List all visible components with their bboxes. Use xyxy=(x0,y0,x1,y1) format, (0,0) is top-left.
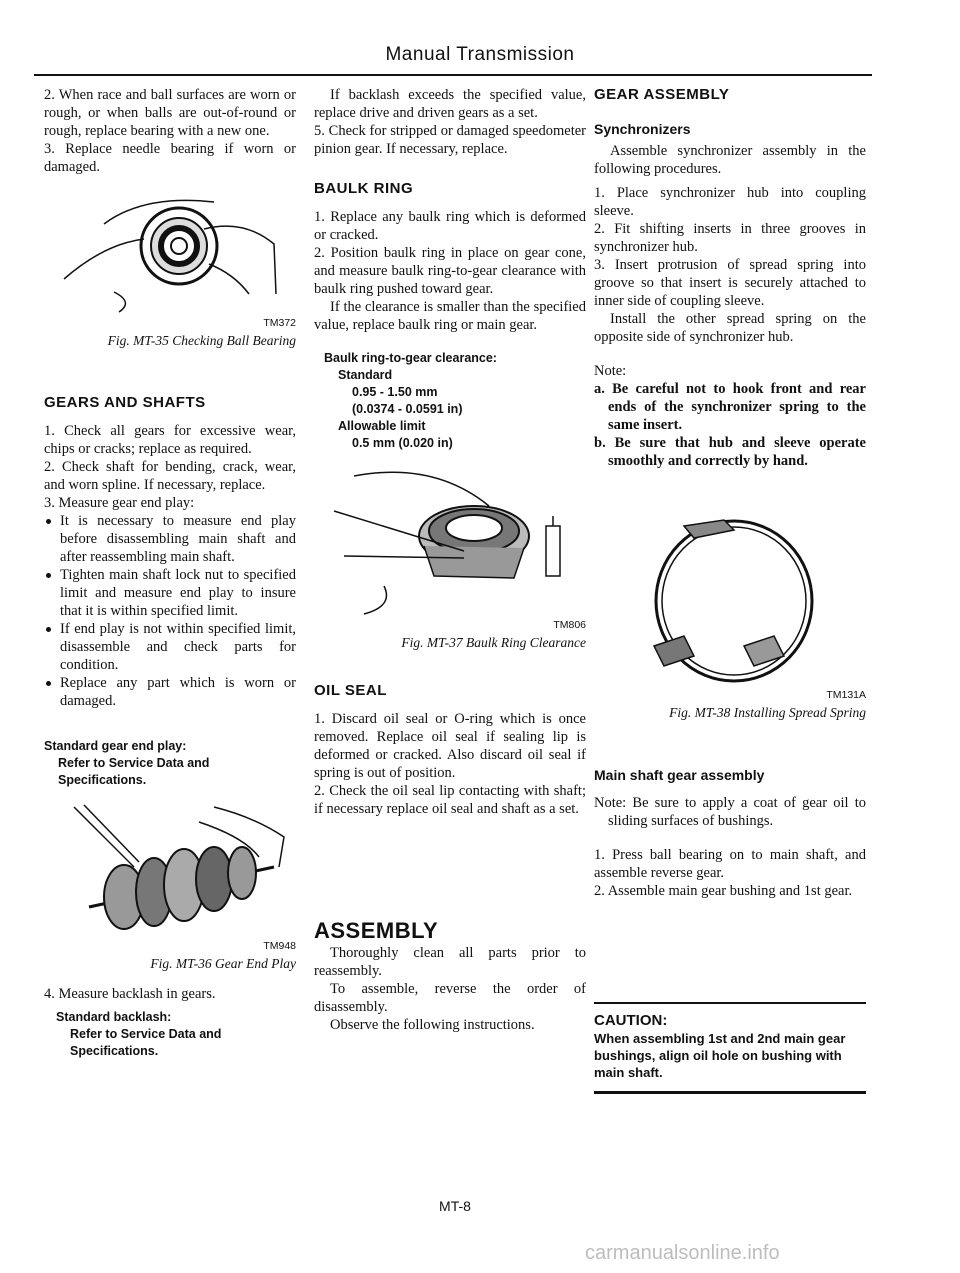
paragraph: Assemble synchronizer assembly in the following procedures. xyxy=(594,143,866,177)
figure-mt38 xyxy=(594,506,866,722)
paragraph: 4. Measure backlash in gears. xyxy=(44,986,216,1002)
subsection-heading: Synchronizers xyxy=(594,121,691,137)
column-right xyxy=(594,86,866,1094)
page-number: MT-8 xyxy=(439,1198,471,1214)
section-heading: BAULK RING xyxy=(314,180,414,197)
spec-allowable: Allowable limit xyxy=(338,419,426,433)
paragraph: To assemble, reverse the order of disassembly. xyxy=(314,981,586,1015)
figure-caption: Fig. MT-38 Installing Spread Spring xyxy=(669,705,866,720)
column-left xyxy=(44,86,296,1060)
header-rule xyxy=(34,74,872,76)
caution-box xyxy=(594,1002,866,1094)
figure-code: TM131A xyxy=(826,689,866,701)
paragraph: 2. When race and ball surfaces are worn or rough, or when balls are out-of-round or rough, replace bearing with a new one. xyxy=(44,87,296,139)
paragraph: 2. Position baulk ring in place on gear cone, and measure baulk ring-to-gear clearance with baulk ring pushed toward gear. xyxy=(314,245,586,297)
paragraph: 2. Assemble main gear bushing and 1st gear. xyxy=(594,883,853,899)
spec-value: Specifications. xyxy=(70,1044,159,1058)
paragraph: Thoroughly clean all parts prior to reassembly. xyxy=(314,945,586,979)
figure-code: TM372 xyxy=(263,317,296,329)
spec-value: 0.95 - 1.50 mm xyxy=(352,385,438,399)
paragraph: 3. Measure gear end play: xyxy=(44,495,195,511)
spec-label: Baulk ring-to-gear clearance: xyxy=(324,351,497,365)
paragraph: 2. Check the oil seal lip contacting with shaft; if necessary replace oil seal and shaft as a set. xyxy=(314,783,586,817)
figure-caption: Fig. MT-37 Baulk Ring Clearance xyxy=(401,635,586,650)
bullet-item: Replace any part which is worn or damaged. xyxy=(44,674,296,710)
spec-backlash xyxy=(44,1009,296,1060)
figure-mt35 xyxy=(44,184,296,350)
paragraph: 2. Check shaft for bending, crack, wear, and worn spline. If necessary, replace. xyxy=(44,459,296,493)
paragraph: 1. Place synchronizer hub into coupling sleeve. xyxy=(594,185,866,219)
ball-bearing-illustration xyxy=(44,184,296,314)
bullet-item: It is necessary to measure end play before disassembling main shaft and after reassembling main shaft. xyxy=(44,512,296,566)
note-main: Note: Be sure to apply a coat of gear oil to sliding surfaces of bushings. xyxy=(594,795,866,829)
paragraph: 1. Press ball bearing on to main shaft, and assemble reverse gear. xyxy=(594,847,866,881)
section-heading: GEARS AND SHAFTS xyxy=(44,394,206,411)
paragraph: 3. Insert protrusion of spread spring into groove so that insert is securely attached to inner side of coupling sleeve. xyxy=(594,257,866,309)
subsection-heading: Main shaft gear assembly xyxy=(594,767,765,783)
figure-mt37 xyxy=(314,466,586,652)
spec-value: 0.5 mm (0.020 in) xyxy=(352,436,453,450)
spec-value: (0.0374 - 0.0591 in) xyxy=(352,402,463,416)
paragraph: Observe the following instructions. xyxy=(330,1017,535,1033)
note xyxy=(594,362,866,470)
spec-baulk-clearance xyxy=(314,350,586,452)
note-item: b. Be sure that hub and sleeve operate smoothly and correctly by hand. xyxy=(594,435,866,469)
figure-code: TM948 xyxy=(263,940,296,952)
figure-code: TM806 xyxy=(553,619,586,631)
paragraph: 1. Discard oil seal or O-ring which is once removed. Replace oil seal if sealing lip is deformed or cracked. Also discard oil seal if spring is out of position. xyxy=(314,711,586,781)
spec-end-play xyxy=(44,738,296,789)
spec-value: Refer to Service Data and xyxy=(58,756,210,770)
bullet-item: If end play is not within specified limit, disassemble and check parts for condition. xyxy=(44,620,296,674)
figure-caption: Fig. MT-35 Checking Ball Bearing xyxy=(107,333,296,348)
note-item: a. Be careful not to hook front and rear ends of the synchronizer spring to the same insert. xyxy=(594,381,866,433)
page-header: Manual Transmission xyxy=(385,44,575,65)
paragraph: Install the other spread spring on the opposite side of synchronizer hub. xyxy=(594,311,866,345)
paragraph: 3. Replace needle bearing if worn or damaged. xyxy=(44,141,296,175)
section-heading: GEAR ASSEMBLY xyxy=(594,86,730,103)
spec-value: Specifications. xyxy=(58,773,147,787)
spec-label: Standard backlash: xyxy=(56,1010,172,1024)
caution-title: CAUTION: xyxy=(594,1012,668,1029)
paragraph: 2. Fit shifting inserts in three grooves in synchronizer hub. xyxy=(594,221,866,255)
column-middle xyxy=(314,86,586,1034)
figure-mt36 xyxy=(44,797,296,973)
paragraph: 5. Check for stripped or damaged speedometer pinion gear. If necessary, replace. xyxy=(314,123,586,157)
bullet-item: Tighten main shaft lock nut to specified limit and measure end play to insure that it is within specified limit. xyxy=(44,566,296,620)
figure-caption: Fig. MT-36 Gear End Play xyxy=(150,956,296,971)
caution-text: When assembling 1st and 2nd main gear bushings, align oil hole on bushing with main shaft. xyxy=(594,1031,846,1080)
spec-label: Standard gear end play: xyxy=(44,739,187,753)
section-heading: ASSEMBLY xyxy=(314,918,439,943)
baulk-ring-illustration xyxy=(314,466,586,616)
gear-end-play-illustration xyxy=(44,797,296,937)
paragraph: If the clearance is smaller than the specified value, replace baulk ring or main gear. xyxy=(314,299,586,333)
paragraph: 1. Check all gears for excessive wear, chips or cracks; replace as required. xyxy=(44,423,296,457)
spec-standard: Standard xyxy=(338,368,393,382)
watermark: carmanualsonline.info xyxy=(585,1242,780,1264)
spread-spring-illustration xyxy=(594,506,866,686)
note-label: Note: xyxy=(594,363,627,379)
paragraph: 1. Replace any baulk ring which is deformed or cracked. xyxy=(314,209,586,243)
paragraph: If backlash exceeds the specified value, replace drive and driven gears as a set. xyxy=(314,87,586,121)
spec-value: Refer to Service Data and xyxy=(70,1027,222,1041)
section-heading: OIL SEAL xyxy=(314,682,387,699)
